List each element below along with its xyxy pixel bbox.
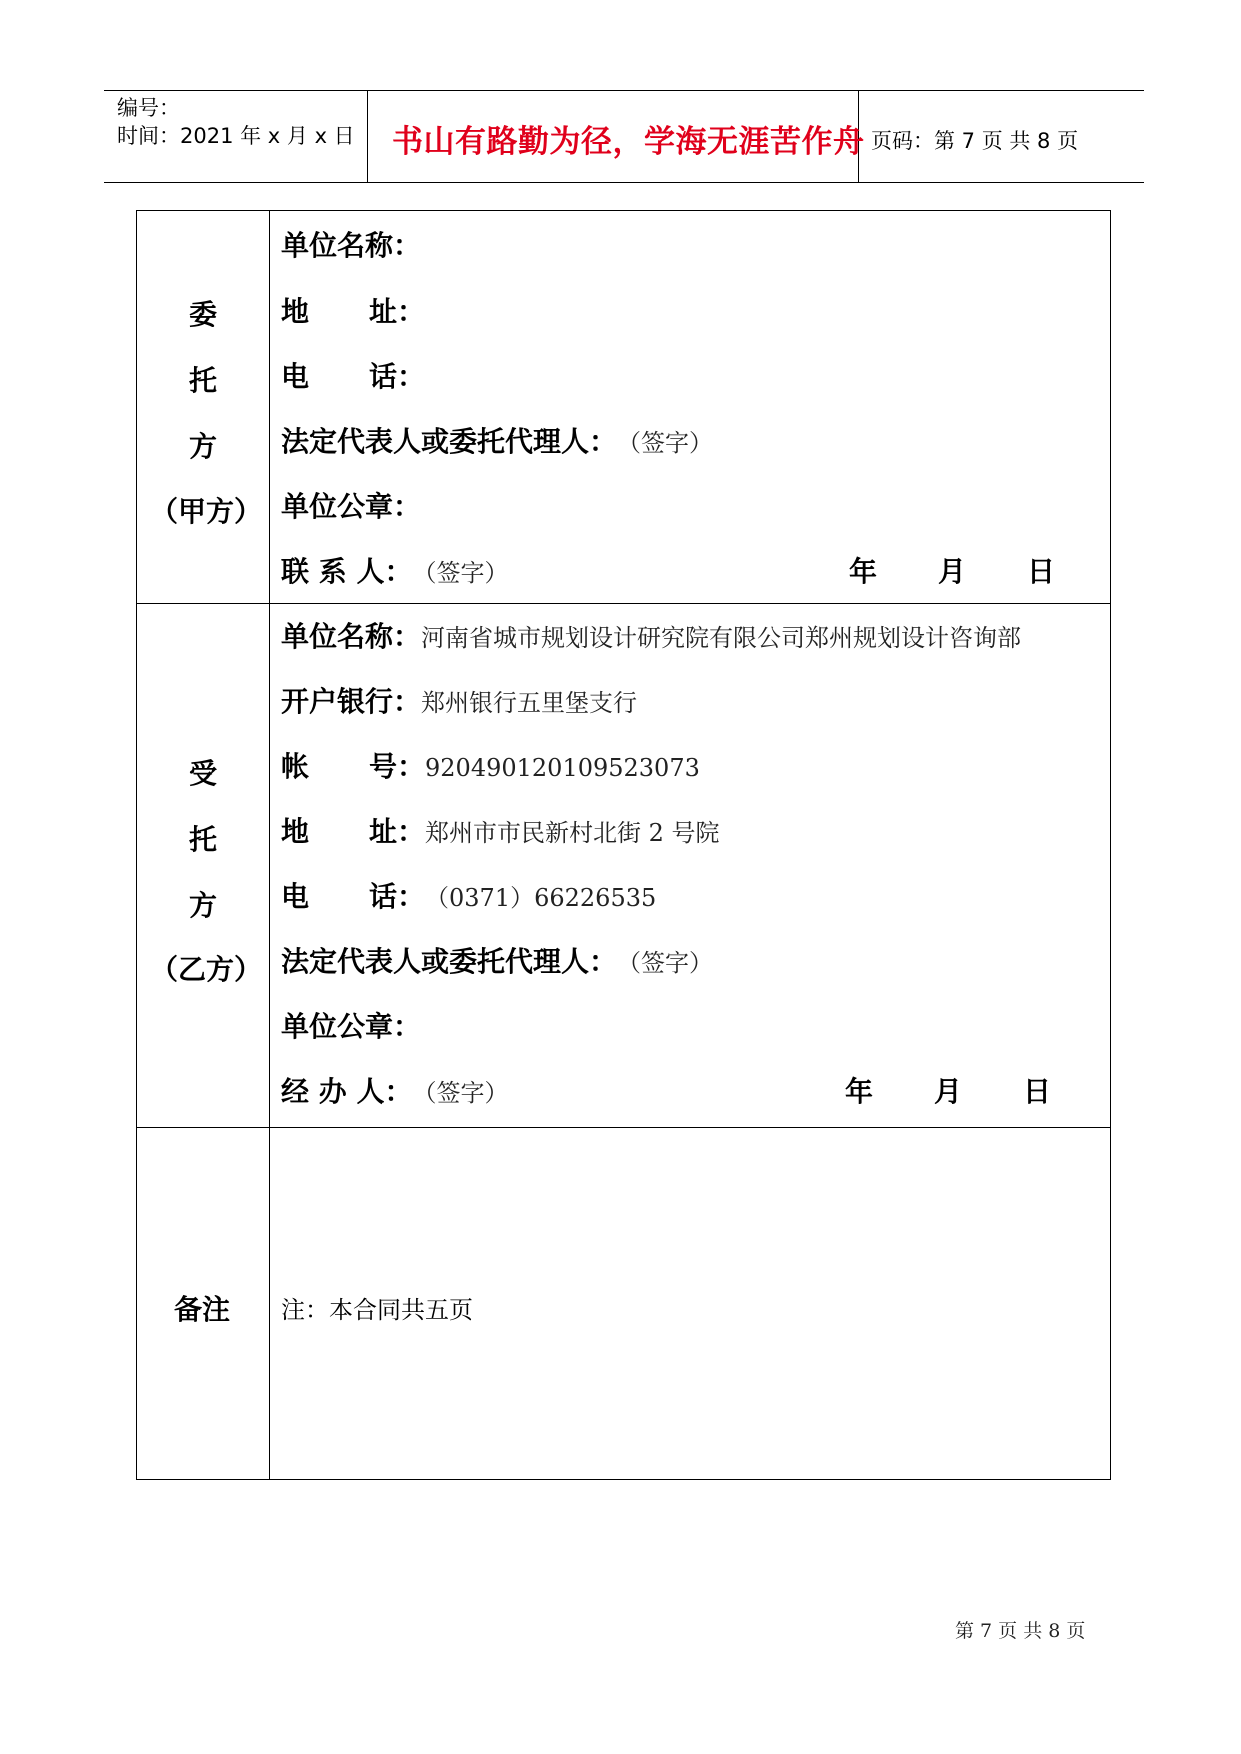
party-b-phone-row: [281, 877, 656, 917]
party-b-rep-row: [281, 942, 713, 982]
party-a-address-label-2: 址：: [369, 295, 426, 328]
party-a-side-char-3: 方: [189, 430, 218, 463]
party-b-phone-label-2: 话：: [369, 880, 426, 913]
party-a-phone-label-2: 话：: [369, 360, 426, 393]
party-b-unit-name-value: 河南省城市规划设计研究院有限公司郑州规划设计咨询部: [421, 624, 1022, 652]
party-b-seal-row: [281, 1007, 421, 1047]
party-b-rep-label: 法定代表人或委托代理人：: [281, 945, 618, 978]
party-b-unit-name-row: [281, 617, 1021, 657]
party-b-phone-label-1: 电: [281, 880, 310, 913]
party-a-rep-sign: （签字）: [617, 429, 714, 457]
party-b-handler-label: 经 办 人：: [281, 1075, 413, 1108]
table-row-divider-1: [136, 603, 1111, 604]
party-b-side-char-3: 方: [189, 889, 218, 922]
footer-page-number: 第 7 页 共 8 页: [955, 1620, 1086, 1642]
table-column-divider: [269, 210, 270, 1480]
party-a-phone-label-1: 电: [281, 360, 310, 393]
party-a-contact-label: 联 系 人：: [281, 555, 413, 588]
party-b-seal-label: 单位公章：: [281, 1010, 422, 1043]
party-a-seal-row: [281, 487, 421, 527]
party-a-side-char-2: 托: [189, 364, 218, 397]
party-b-handler-row: [281, 1072, 509, 1112]
party-b-address-row: [281, 812, 720, 852]
party-a-phone-row: [281, 357, 425, 397]
remarks-label: 备注: [174, 1293, 231, 1326]
party-a-seal-label: 单位公章：: [281, 490, 422, 523]
party-a-date-year: 年: [849, 555, 878, 588]
party-b-side-char-1: 受: [189, 757, 218, 790]
table-row-divider-2: [136, 1127, 1111, 1128]
party-b-date-year: 年: [845, 1075, 874, 1108]
party-a-rep-label: 法定代表人或委托代理人：: [281, 425, 618, 458]
party-a-address-row: [281, 292, 425, 332]
party-a-contact-row: [281, 552, 509, 592]
party-a-side-char-1: 委: [189, 298, 218, 331]
header-time-label: 时间：2021 年 x 月 x 日: [117, 124, 355, 148]
party-b-phone-value: （0371）66226535: [425, 884, 657, 912]
header-top-rule: [104, 90, 1144, 91]
header-motto: 书山有路勤为径，学海无涯苦作舟: [392, 124, 865, 160]
party-b-side-label: （乙方）: [150, 953, 263, 986]
party-b-account-row: [281, 747, 700, 787]
party-b-rep-sign: （签字）: [617, 949, 714, 977]
party-a-rep-row: [281, 422, 713, 462]
party-a-date-month: 月: [938, 555, 967, 588]
party-b-account-label-2: 号：: [369, 750, 426, 783]
header-number-label: 编号：: [117, 96, 180, 120]
party-b-bank-row: [281, 682, 637, 722]
party-b-side-char-2: 托: [189, 823, 218, 856]
party-b-account-label-1: 帐: [281, 750, 310, 783]
party-a-contact-sign: （签字）: [412, 559, 509, 587]
party-b-date-day: 日: [1023, 1075, 1052, 1108]
party-b-unit-name-label: 单位名称：: [281, 620, 422, 653]
header-divider-left: [367, 90, 368, 183]
party-b-date-month: 月: [934, 1075, 963, 1108]
party-b-bank-label: 开户银行：: [281, 685, 422, 718]
header-page-label: 页码：第 7 页 共 8 页: [871, 129, 1079, 153]
party-b-address-label-1: 地: [281, 815, 310, 848]
party-b-address-label-2: 址：: [369, 815, 426, 848]
party-a-side-label: （甲方）: [150, 495, 263, 528]
party-b-handler-sign: （签字）: [412, 1079, 509, 1107]
party-b-account-value: 920490120109523073: [425, 754, 700, 782]
party-b-address-value: 郑州市市民新村北街 2 号院: [425, 819, 720, 847]
party-b-bank-value: 郑州银行五里堡支行: [421, 689, 638, 717]
party-a-date-day: 日: [1027, 555, 1056, 588]
header-bottom-rule: [104, 182, 1144, 183]
party-a-unit-name-label: 单位名称：: [281, 229, 422, 262]
party-a-address-label-1: 地: [281, 295, 310, 328]
party-a-unit-name-row: [281, 226, 421, 266]
remarks-text: 注：本合同共五页: [281, 1296, 473, 1324]
